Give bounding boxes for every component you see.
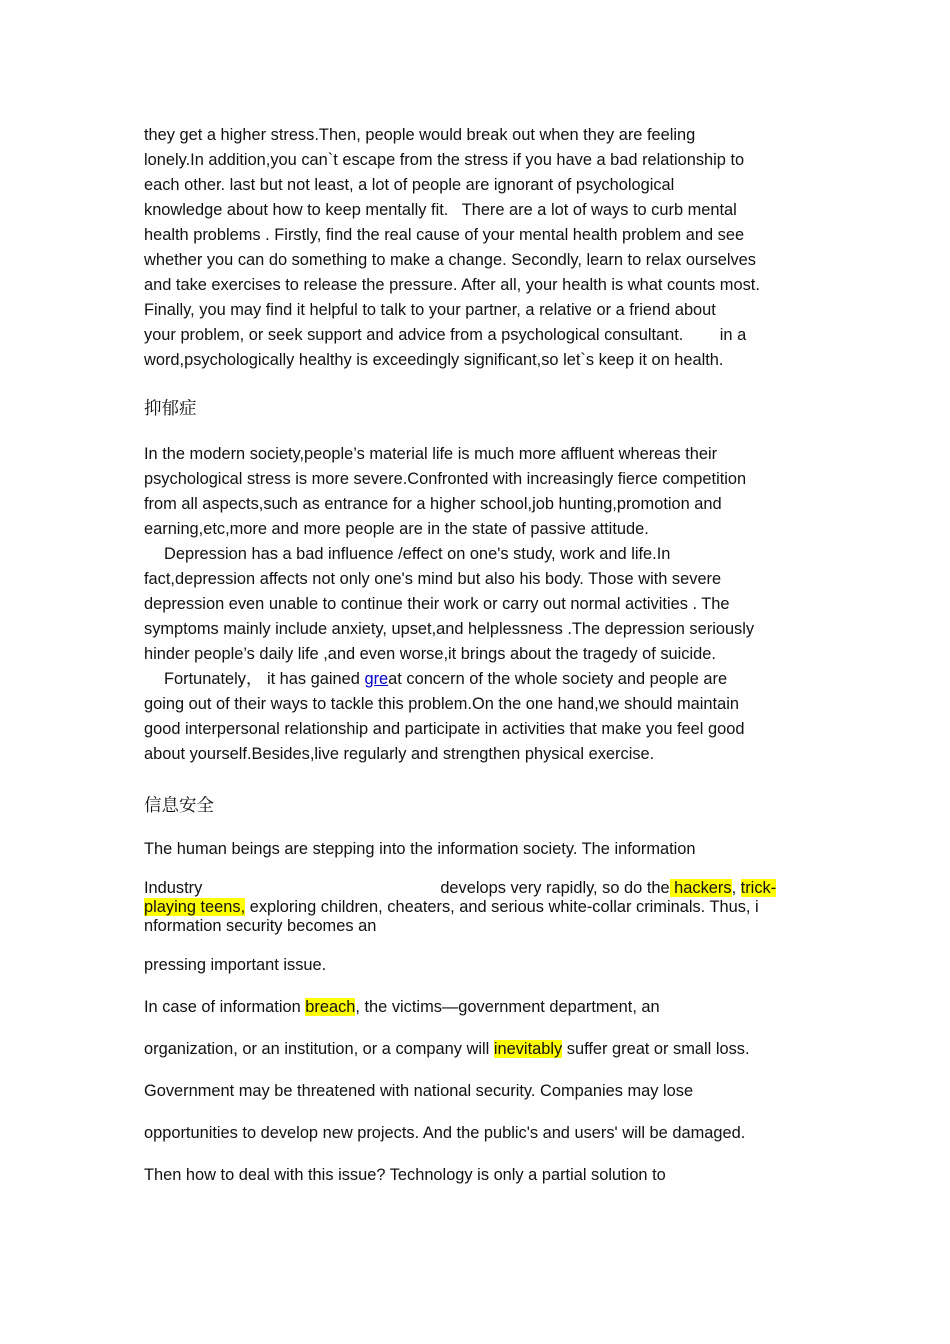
text-span: Fortunately， it has gained (164, 670, 365, 688)
info-security-heading: 信息安全 (144, 796, 214, 816)
text-line: about yourself.Besides,live regularly and strengthen physical exercise. (144, 745, 655, 763)
text-line: good interpersonal relationship and participate in activities that make you feel good (144, 720, 745, 738)
text-line: and take exercises to release the pressure. After all, your health is what counts most. (144, 276, 760, 294)
text-span: exploring children, cheaters, and serious white-collar criminals. Thus, i (245, 898, 759, 916)
text-line: health problems . Firstly, find the real cause of your mental health problem and see (144, 226, 745, 244)
text-line: depression even unable to continue their work or carry out normal activities . The (144, 595, 730, 613)
highlight-playing-teens: playing teens, (144, 898, 246, 916)
text-line: Finally, you may find it helpful to talk to your partner, a relative or a friend about (144, 301, 716, 319)
text-line: pressing important issue. (144, 956, 327, 974)
text-span: , (731, 879, 741, 897)
text-line: whether you can do something to make a change. Secondly, learn to relax ourselves (144, 251, 756, 269)
text-line: The human beings are stepping into the information society. The information (144, 840, 696, 858)
document-page (144, 123, 808, 1188)
text-line: symptoms mainly include anxiety, upset,and helplessness .The depression seriously (144, 620, 755, 638)
highlight-hackers: hackers (669, 879, 732, 897)
text-line (144, 879, 808, 898)
text-line: word,psychologically healthy is exceedingly significant,so let`s keep it on health. (144, 351, 724, 369)
text-line: earning,etc,more and more people are in the state of passive attitude. (144, 520, 649, 538)
text-line: psychological stress is more severe.Confronted with increasingly fierce competition (144, 470, 747, 488)
text-line: your problem, or seek support and advice from a psychological consultant. in a (144, 326, 747, 344)
highlight-inevitably: inevitably (493, 1040, 563, 1058)
text-span: develops very rapidly, so do the (440, 879, 670, 897)
text-line: knowledge about how to keep mentally fit. There are a lot of ways to curb mental (144, 201, 737, 219)
text-line: In the modern society,people’s material life is much more affluent whereas their (144, 445, 718, 463)
text-line: Then how to deal with this issue? Technology is only a partial solution to (144, 1166, 666, 1184)
mental-health-paragraph (144, 123, 808, 373)
info-security-paragraph (144, 837, 808, 1188)
highlight-breach: breach (305, 998, 356, 1016)
text-line: lonely.In addition,you can`t escape from the stress if you have a bad relationship to (144, 151, 745, 169)
highlight-trick: trick- (740, 879, 777, 897)
text-line: from all aspects,such as entrance for a higher school,job hunting,promotion and (144, 495, 722, 513)
text-line (144, 667, 808, 692)
text-line: going out of their ways to tackle this problem.On the one hand,we should maintain (144, 695, 739, 713)
text-span: at concern of the whole society and people are (388, 670, 728, 688)
inline-link[interactable]: gre (364, 670, 389, 688)
text-span: organization, or an institution, or a company will (144, 1040, 494, 1058)
text-span: Industry (144, 879, 203, 897)
text-line: Government may be threatened with national security. Companies may lose (144, 1082, 694, 1100)
text-span: In case of information (144, 998, 306, 1016)
text-line: they get a higher stress.Then, people would break out when they are feeling (144, 126, 696, 144)
text-line: fact,depression affects not only one's mind but also his body. Those with severe (144, 570, 722, 588)
text-line (144, 995, 808, 1020)
text-line (144, 898, 808, 917)
industry-block (144, 879, 808, 936)
text-line (144, 1037, 808, 1062)
depression-heading: 抑郁症 (144, 399, 197, 419)
text-line: nformation security becomes an (144, 917, 377, 935)
text-line: opportunities to develop new projects. And the public's and users' will be damaged. (144, 1124, 746, 1142)
text-span: suffer great or small loss. (562, 1040, 750, 1058)
depression-paragraph (144, 442, 808, 767)
text-line: hinder people’s daily life ,and even worse,it brings about the tragedy of suicide. (144, 645, 716, 663)
text-line: each other. last but not least, a lot of people are ignorant of psychological (144, 176, 675, 194)
text-span: , the victims—government department, an (355, 998, 660, 1016)
text-span: Depression has a bad influence /effect on one's study, work and life.In (164, 545, 671, 563)
text-line (144, 542, 808, 567)
